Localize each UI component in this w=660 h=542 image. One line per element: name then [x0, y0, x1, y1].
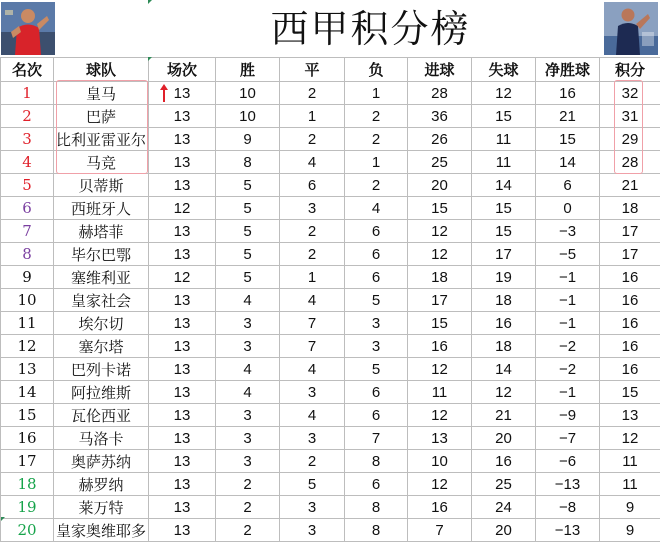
played-cell: 13 [149, 335, 216, 358]
header-goal-difference: 净胜球 [536, 58, 600, 82]
up-arrow-icon [160, 84, 168, 102]
team-name: 马竞 [54, 151, 149, 174]
drawn-cell: 4 [280, 289, 345, 312]
lost-cell: 5 [345, 358, 408, 381]
points-cell: 9 [600, 519, 660, 542]
header-team: 球队 [54, 58, 149, 82]
drawn-cell: 7 [280, 312, 345, 335]
goals-for-cell: 10 [408, 450, 472, 473]
drawn-cell: 2 [280, 128, 345, 151]
goal-difference-cell: −13 [536, 473, 600, 496]
drawn-cell: 2 [280, 450, 345, 473]
played-cell: 13 [149, 496, 216, 519]
played-cell: 13 [149, 128, 216, 151]
team-name: 巴萨 [54, 105, 149, 128]
goals-against-cell: 11 [472, 128, 536, 151]
table-row [1, 312, 660, 335]
goals-against-cell: 20 [472, 519, 536, 542]
table-row [1, 358, 660, 381]
goals-against-cell: 21 [472, 404, 536, 427]
points-cell: 15 [600, 381, 660, 404]
rank-cell: 19 [1, 496, 54, 519]
won-cell: 3 [216, 312, 280, 335]
team-name: 皇家社会 [54, 289, 149, 312]
points-cell: 13 [600, 404, 660, 427]
goal-difference-cell: −9 [536, 404, 600, 427]
goal-difference-cell: 15 [536, 128, 600, 151]
points-cell: 12 [600, 427, 660, 450]
lost-cell: 4 [345, 197, 408, 220]
goals-for-cell: 18 [408, 266, 472, 289]
played-cell: 13 [149, 289, 216, 312]
goals-for-cell: 13 [408, 427, 472, 450]
team-name: 西班牙人 [54, 197, 149, 220]
points-cell: 21 [600, 174, 660, 197]
rank-cell: 5 [1, 174, 54, 197]
goal-difference-cell: −6 [536, 450, 600, 473]
rank-cell: 8 [1, 243, 54, 266]
goal-difference-cell: 21 [536, 105, 600, 128]
rank-cell: 20 [1, 519, 54, 542]
points-cell: 18 [600, 197, 660, 220]
goals-against-cell: 11 [472, 151, 536, 174]
points-cell: 16 [600, 289, 660, 312]
goals-for-cell: 20 [408, 174, 472, 197]
rank-cell: 17 [1, 450, 54, 473]
won-cell: 5 [216, 243, 280, 266]
won-cell: 2 [216, 473, 280, 496]
table-row [1, 151, 660, 174]
header-lost: 负 [345, 58, 408, 82]
points-cell: 16 [600, 335, 660, 358]
won-cell: 5 [216, 197, 280, 220]
goals-for-cell: 36 [408, 105, 472, 128]
header-goals-against: 失球 [472, 58, 536, 82]
played-cell: 13 [149, 519, 216, 542]
goals-for-cell: 15 [408, 312, 472, 335]
drawn-cell: 3 [280, 427, 345, 450]
goals-against-cell: 24 [472, 496, 536, 519]
player-photo-right [604, 2, 658, 55]
won-cell: 9 [216, 128, 280, 151]
table-row [1, 243, 660, 266]
goal-difference-cell: −7 [536, 427, 600, 450]
goals-against-cell: 25 [472, 473, 536, 496]
lost-cell: 2 [345, 105, 408, 128]
won-cell: 8 [216, 151, 280, 174]
table-row [1, 496, 660, 519]
won-cell: 3 [216, 335, 280, 358]
rank-cell: 9 [1, 266, 54, 289]
team-name: 毕尔巴鄂 [54, 243, 149, 266]
lost-cell: 2 [345, 128, 408, 151]
goals-against-cell: 15 [472, 197, 536, 220]
table-row [1, 197, 660, 220]
points-cell: 16 [600, 312, 660, 335]
goal-difference-cell: −5 [536, 243, 600, 266]
goals-for-cell: 12 [408, 404, 472, 427]
lost-cell: 8 [345, 519, 408, 542]
goals-against-cell: 12 [472, 381, 536, 404]
played-cell: 13 [149, 220, 216, 243]
table-row [1, 427, 660, 450]
played-cell: 12 [149, 266, 216, 289]
lost-cell: 6 [345, 266, 408, 289]
points-cell: 29 [600, 128, 660, 151]
lost-cell: 3 [345, 312, 408, 335]
won-cell: 3 [216, 427, 280, 450]
table-row [1, 128, 660, 151]
points-cell: 11 [600, 450, 660, 473]
goals-for-cell: 11 [408, 381, 472, 404]
goal-difference-cell: −1 [536, 266, 600, 289]
points-cell: 32 [600, 82, 660, 105]
rank-cell: 3 [1, 128, 54, 151]
team-name: 赫罗纳 [54, 473, 149, 496]
table-row [1, 266, 660, 289]
rank-cell: 14 [1, 381, 54, 404]
won-cell: 2 [216, 519, 280, 542]
team-name: 巴列卡诺 [54, 358, 149, 381]
table-row [1, 519, 660, 542]
goal-difference-cell: −2 [536, 335, 600, 358]
page-title: 西甲积分榜 [148, 2, 593, 56]
drawn-cell: 5 [280, 473, 345, 496]
played-cell: 13 [149, 174, 216, 197]
drawn-cell: 6 [280, 174, 345, 197]
played-cell: 13 [149, 243, 216, 266]
goals-against-cell: 15 [472, 220, 536, 243]
team-name: 皇家奥维耶多 [54, 519, 149, 542]
header-played: 场次 [149, 58, 216, 82]
team-name: 赫塔菲 [54, 220, 149, 243]
team-name: 塞维利亚 [54, 266, 149, 289]
team-name: 奥萨苏纳 [54, 450, 149, 473]
won-cell: 4 [216, 289, 280, 312]
lost-cell: 1 [345, 151, 408, 174]
lost-cell: 7 [345, 427, 408, 450]
rank-cell: 13 [1, 358, 54, 381]
won-cell: 4 [216, 381, 280, 404]
table-row [1, 82, 660, 105]
goal-difference-cell: −1 [536, 312, 600, 335]
points-cell: 16 [600, 266, 660, 289]
goals-against-cell: 19 [472, 266, 536, 289]
goals-against-cell: 18 [472, 289, 536, 312]
header-goals-for: 进球 [408, 58, 472, 82]
points-cell: 28 [600, 151, 660, 174]
rank-cell: 16 [1, 427, 54, 450]
header-won: 胜 [216, 58, 280, 82]
drawn-cell: 1 [280, 266, 345, 289]
table-row [1, 105, 660, 128]
lost-cell: 6 [345, 404, 408, 427]
goal-difference-cell: −1 [536, 289, 600, 312]
header-drawn: 平 [280, 58, 345, 82]
rank-cell: 1 [1, 82, 54, 105]
drawn-cell: 4 [280, 358, 345, 381]
goals-for-cell: 12 [408, 358, 472, 381]
table-row [1, 220, 660, 243]
rank-cell: 11 [1, 312, 54, 335]
goals-for-cell: 16 [408, 335, 472, 358]
table-row [1, 473, 660, 496]
goals-against-cell: 14 [472, 358, 536, 381]
drawn-cell: 2 [280, 82, 345, 105]
cell-marker [1, 517, 5, 521]
drawn-cell: 3 [280, 519, 345, 542]
points-cell: 16 [600, 358, 660, 381]
rank-cell: 18 [1, 473, 54, 496]
table-row [1, 174, 660, 197]
team-name: 瓦伦西亚 [54, 404, 149, 427]
played-cell: 13 [149, 450, 216, 473]
goal-difference-cell: 16 [536, 82, 600, 105]
played-cell: 13 [149, 404, 216, 427]
lost-cell: 6 [345, 220, 408, 243]
header-row [1, 58, 660, 82]
team-name: 皇马 [54, 82, 149, 105]
goals-for-cell: 28 [408, 82, 472, 105]
rank-cell: 6 [1, 197, 54, 220]
goal-difference-cell: −3 [536, 220, 600, 243]
played-cell: 13 [149, 473, 216, 496]
standings-table [0, 57, 660, 542]
points-cell: 11 [600, 473, 660, 496]
goals-for-cell: 25 [408, 151, 472, 174]
goal-difference-cell: −8 [536, 496, 600, 519]
table-row [1, 381, 660, 404]
goal-difference-cell: −2 [536, 358, 600, 381]
drawn-cell: 3 [280, 197, 345, 220]
lost-cell: 6 [345, 473, 408, 496]
lost-cell: 3 [345, 335, 408, 358]
won-cell: 3 [216, 450, 280, 473]
lost-cell: 6 [345, 243, 408, 266]
goals-for-cell: 26 [408, 128, 472, 151]
played-cell: 13 [149, 312, 216, 335]
title-band [0, 0, 660, 58]
team-name: 阿拉维斯 [54, 381, 149, 404]
table-row [1, 404, 660, 427]
played-cell: 13 [149, 381, 216, 404]
rank-cell: 4 [1, 151, 54, 174]
lost-cell: 1 [345, 82, 408, 105]
team-name: 比利亚雷亚尔 [54, 128, 149, 151]
played-cell: 12 [149, 197, 216, 220]
goals-against-cell: 12 [472, 82, 536, 105]
goal-difference-cell: 0 [536, 197, 600, 220]
goal-difference-cell: 6 [536, 174, 600, 197]
drawn-cell: 7 [280, 335, 345, 358]
goals-for-cell: 7 [408, 519, 472, 542]
goals-for-cell: 16 [408, 496, 472, 519]
won-cell: 5 [216, 174, 280, 197]
points-cell: 17 [600, 220, 660, 243]
goals-against-cell: 17 [472, 243, 536, 266]
points-cell: 31 [600, 105, 660, 128]
team-name: 马洛卡 [54, 427, 149, 450]
played-cell: 13 [149, 151, 216, 174]
goals-for-cell: 12 [408, 220, 472, 243]
team-name: 埃尔切 [54, 312, 149, 335]
header-rank: 名次 [1, 58, 54, 82]
goal-difference-cell: 14 [536, 151, 600, 174]
rank-cell: 10 [1, 289, 54, 312]
team-name: 莱万特 [54, 496, 149, 519]
won-cell: 5 [216, 266, 280, 289]
cell-marker [148, 0, 152, 4]
table-row [1, 450, 660, 473]
drawn-cell: 3 [280, 496, 345, 519]
won-cell: 10 [216, 82, 280, 105]
drawn-cell: 1 [280, 105, 345, 128]
goal-difference-cell: −13 [536, 519, 600, 542]
won-cell: 3 [216, 404, 280, 427]
player-photo-left [1, 2, 55, 55]
rank-cell: 2 [1, 105, 54, 128]
goal-difference-cell: −1 [536, 381, 600, 404]
won-cell: 4 [216, 358, 280, 381]
played-cell: 13 [149, 82, 216, 105]
rank-cell: 7 [1, 220, 54, 243]
rank-cell: 15 [1, 404, 54, 427]
team-name: 塞尔塔 [54, 335, 149, 358]
played-cell: 13 [149, 358, 216, 381]
cell-marker [148, 57, 152, 61]
rank-cell: 12 [1, 335, 54, 358]
lost-cell: 8 [345, 450, 408, 473]
goals-against-cell: 14 [472, 174, 536, 197]
points-cell: 9 [600, 496, 660, 519]
points-cell: 17 [600, 243, 660, 266]
table-row [1, 289, 660, 312]
drawn-cell: 2 [280, 220, 345, 243]
played-cell: 13 [149, 427, 216, 450]
lost-cell: 5 [345, 289, 408, 312]
goals-for-cell: 15 [408, 197, 472, 220]
played-cell: 13 [149, 105, 216, 128]
drawn-cell: 2 [280, 243, 345, 266]
table-row [1, 335, 660, 358]
won-cell: 5 [216, 220, 280, 243]
drawn-cell: 4 [280, 404, 345, 427]
header-points: 积分 [600, 58, 660, 82]
goals-against-cell: 18 [472, 335, 536, 358]
goals-for-cell: 12 [408, 473, 472, 496]
lost-cell: 2 [345, 174, 408, 197]
goals-for-cell: 12 [408, 243, 472, 266]
goals-against-cell: 16 [472, 312, 536, 335]
won-cell: 10 [216, 105, 280, 128]
goals-against-cell: 20 [472, 427, 536, 450]
goals-for-cell: 17 [408, 289, 472, 312]
drawn-cell: 3 [280, 381, 345, 404]
team-name: 贝蒂斯 [54, 174, 149, 197]
lost-cell: 8 [345, 496, 408, 519]
lost-cell: 6 [345, 381, 408, 404]
goals-against-cell: 16 [472, 450, 536, 473]
drawn-cell: 4 [280, 151, 345, 174]
won-cell: 2 [216, 496, 280, 519]
goals-against-cell: 15 [472, 105, 536, 128]
